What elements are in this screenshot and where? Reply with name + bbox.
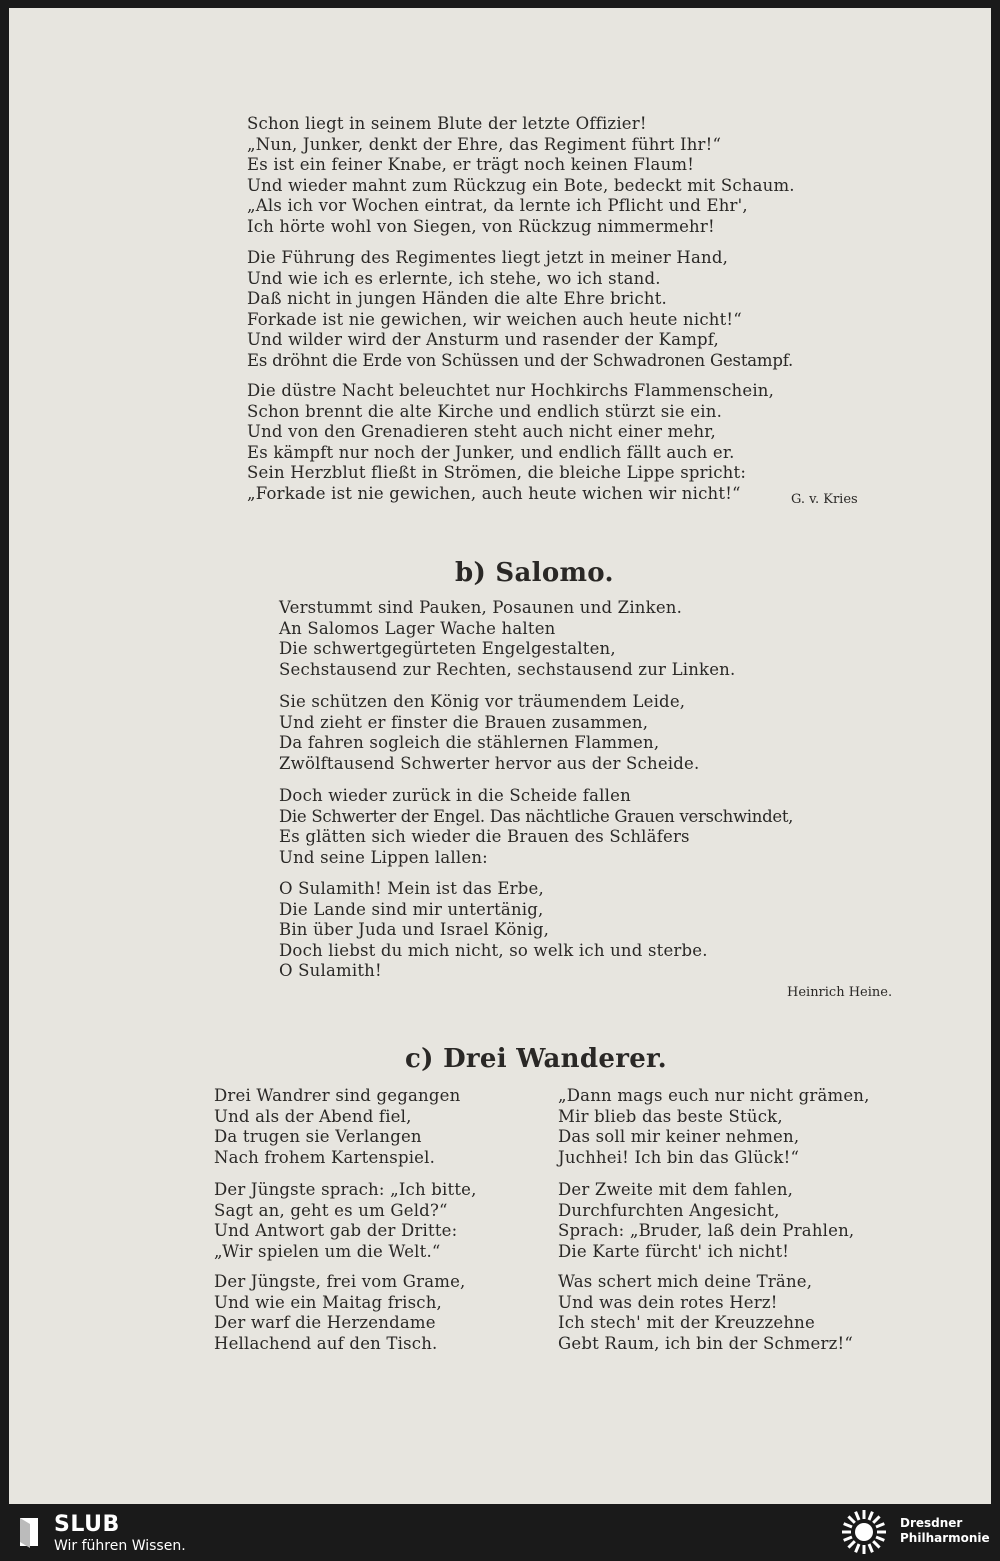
- slub-logo-icon: [16, 1516, 42, 1548]
- verse-line: O Sulamith! Mein ist das Erbe,: [279, 879, 544, 898]
- verse-line: Daß nicht in jungen Händen die alte Ehre bricht.: [247, 289, 667, 309]
- section-a-stanza-1: [247, 114, 795, 238]
- verse-line: Juchhei! Ich bin das Glück!“: [558, 1147, 800, 1167]
- verse-line: Schon brennt die alte Kirche und endlich stürzt sie ein.: [247, 401, 723, 421]
- section-a-author: G. v. Kries: [791, 492, 858, 507]
- section-b-stanza-4: [279, 879, 708, 982]
- slub-title: SLUB: [54, 1512, 120, 1537]
- slub-tagline: Wir führen Wissen.: [54, 1538, 186, 1554]
- verse-line: Und wie ich es erlernte, ich stehe, wo ich stand.: [247, 268, 661, 288]
- section-c-right-stanza-1: [558, 1086, 870, 1168]
- section-b-stanza-1: [279, 598, 735, 680]
- section-b-stanza-2: [279, 692, 699, 774]
- verse-line: „Forkade ist nie gewichen, auch heute wichen wir nicht!“: [247, 483, 741, 503]
- section-c-left-stanza-2: [214, 1180, 477, 1262]
- verse-line: Drei Wandrer sind gegangen: [214, 1086, 461, 1105]
- section-b-title: b) Salomo.: [455, 558, 614, 588]
- verse-line: „Als ich vor Wochen eintrat, da lernte ich Pflicht und Ehr',: [247, 196, 748, 216]
- document-page: [9, 8, 991, 1504]
- verse-line: Sprach: „Bruder, laß dein Prahlen,: [558, 1221, 855, 1241]
- verse-line: Ich stech' mit der Kreuzzehne: [558, 1313, 815, 1333]
- verse-line: Zwölftausend Schwerter hervor aus der Scheide.: [279, 753, 700, 773]
- verse-line: Und zieht er finster die Brauen zusammen,: [279, 712, 649, 732]
- verse-line: Die düstre Nacht beleuchtet nur Hochkirchs Flammenschein,: [247, 381, 775, 400]
- verse-line: „Nun, Junker, denkt der Ehre, das Regiment führt Ihr!“: [247, 134, 722, 154]
- verse-line: Doch wieder zurück in die Scheide fallen: [279, 786, 631, 805]
- section-c-right-stanza-2: [558, 1180, 854, 1262]
- verse-line: Sein Herzblut fließt in Strömen, die bleiche Lippe spricht:: [247, 463, 747, 483]
- verse-line: Und Antwort gab der Dritte:: [214, 1221, 458, 1241]
- verse-line: Die Lande sind mir untertänig,: [279, 899, 544, 919]
- verse-line: Ich hörte wohl von Siegen, von Rückzug nimmermehr!: [247, 216, 715, 236]
- section-b-author: Heinrich Heine.: [787, 985, 893, 1000]
- verse-line: Die Führung des Regimentes liegt jetzt in meiner Hand,: [247, 248, 729, 267]
- verse-line: Gebt Raum, ich bin der Schmerz!“: [558, 1333, 853, 1353]
- verse-line: Es dröhnt die Erde von Schüssen und der Schwadronen Gestampf.: [247, 350, 794, 370]
- verse-line: Und wie ein Maitag frisch,: [214, 1292, 442, 1312]
- footer-bar: [0, 1504, 1000, 1561]
- philharmonie-line-1: Dresdner: [900, 1516, 963, 1530]
- philharmonie-line-2: Philharmonie: [900, 1531, 990, 1545]
- verse-line: Es ist ein feiner Knabe, er trägt noch keinen Flaum!: [247, 155, 695, 175]
- philharmonie-name: [900, 1516, 990, 1546]
- philharmonie-logo-icon: [840, 1508, 888, 1556]
- verse-line: Sechstausend zur Rechten, sechstausend zur Linken.: [279, 659, 736, 679]
- verse-line: Und als der Abend fiel,: [214, 1106, 412, 1126]
- verse-line: Bin über Juda und Israel König,: [279, 920, 550, 940]
- verse-line: An Salomos Lager Wache halten: [279, 618, 556, 638]
- section-a-stanza-2: [247, 248, 793, 372]
- verse-line: Sie schützen den König vor träumendem Leide,: [279, 692, 686, 711]
- verse-line: Der Jüngste, frei vom Grame,: [214, 1272, 466, 1291]
- verse-line: Und seine Lippen lallen:: [279, 847, 488, 867]
- verse-line: Forkade ist nie gewichen, wir weichen auch heute nicht!“: [247, 309, 742, 329]
- verse-line: Mir blieb das beste Stück,: [558, 1106, 783, 1126]
- verse-line: O Sulamith!: [279, 961, 382, 981]
- verse-line: Es glätten sich wieder die Brauen des Schläfers: [279, 827, 690, 847]
- verse-line: „Dann mags euch nur nicht grämen,: [558, 1086, 870, 1105]
- verse-line: Die Schwerter der Engel. Das nächtliche Grauen verschwindet,: [279, 806, 794, 826]
- verse-line: Und wieder mahnt zum Rückzug ein Bote, bedeckt mit Schaum.: [247, 175, 795, 195]
- verse-line: Und von den Grenadieren steht auch nicht einer mehr,: [247, 422, 716, 442]
- verse-line: Nach frohem Kartenspiel.: [214, 1147, 436, 1167]
- verse-line: Der Zweite mit dem fahlen,: [558, 1180, 794, 1199]
- verse-line: Da trugen sie Verlangen: [214, 1127, 422, 1147]
- verse-line: „Wir spielen um die Welt.“: [214, 1241, 441, 1261]
- section-b-stanza-3: [279, 786, 793, 868]
- section-c-left-stanza-1: [214, 1086, 460, 1168]
- verse-line: Die Karte fürcht' ich nicht!: [558, 1241, 790, 1261]
- verse-line: Doch liebst du mich nicht, so welk ich und sterbe.: [279, 940, 708, 960]
- verse-line: Was schert mich deine Träne,: [558, 1272, 813, 1291]
- verse-line: Der warf die Herzendame: [214, 1313, 436, 1333]
- verse-line: Das soll mir keiner nehmen,: [558, 1127, 800, 1147]
- verse-line: Schon liegt in seinem Blute der letzte Offizier!: [247, 114, 647, 133]
- verse-line: Hellachend auf den Tisch.: [214, 1333, 438, 1353]
- verse-line: Sagt an, geht es um Geld?“: [214, 1200, 448, 1220]
- verse-line: Der Jüngste sprach: „Ich bitte,: [214, 1180, 477, 1199]
- verse-line: Durchfurchten Angesicht,: [558, 1200, 780, 1220]
- verse-line: Und was dein rotes Herz!: [558, 1292, 778, 1312]
- section-c-title: c) Drei Wanderer.: [405, 1044, 668, 1074]
- verse-line: Die schwertgegürteten Engelgestalten,: [279, 639, 616, 659]
- verse-line: Es kämpft nur noch der Junker, und endlich fällt auch er.: [247, 442, 735, 462]
- verse-line: Und wilder wird der Ansturm und rasender der Kampf,: [247, 330, 719, 350]
- section-a-stanza-3: [247, 381, 774, 505]
- section-c-right-stanza-3: [558, 1272, 853, 1354]
- verse-line: Verstummt sind Pauken, Posaunen und Zinken.: [279, 598, 683, 617]
- verse-line: Da fahren sogleich die stählernen Flammen,: [279, 733, 660, 753]
- section-c-left-stanza-3: [214, 1272, 466, 1354]
